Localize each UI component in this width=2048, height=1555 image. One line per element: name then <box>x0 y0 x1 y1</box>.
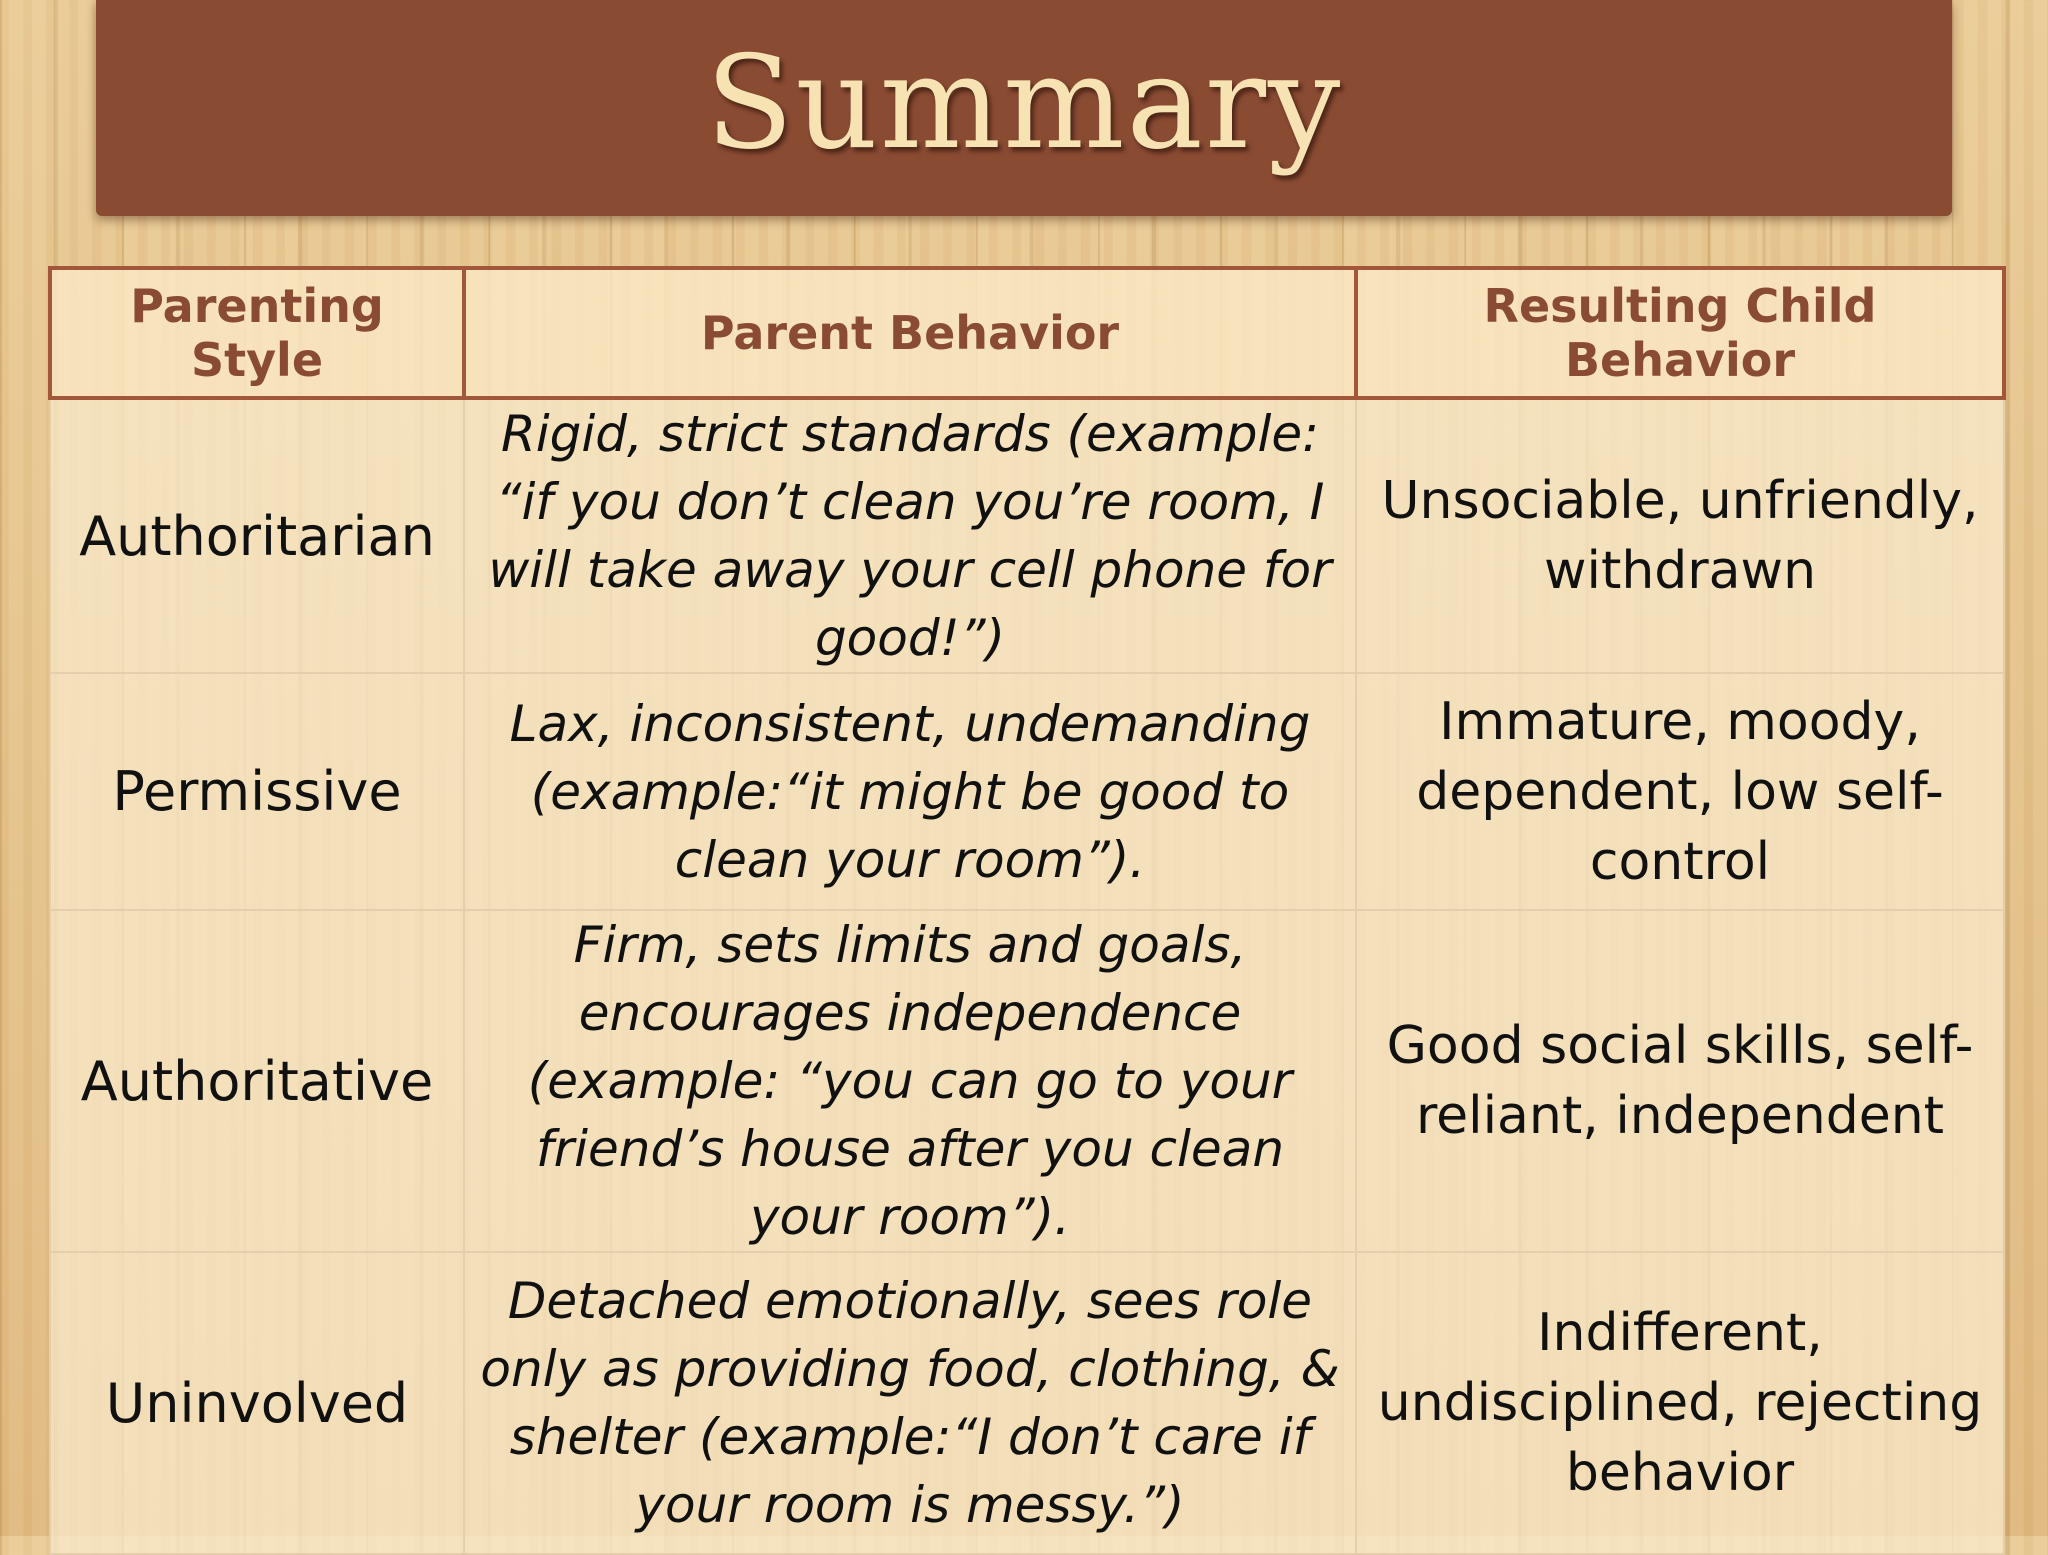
style-cell: Uninvolved <box>50 1252 464 1554</box>
summary-table <box>48 266 2006 1555</box>
style-cell: Permissive <box>50 673 464 910</box>
behavior-cell: Detached emotionally, sees role only as providing food, clothing, & shelter (example:“I don’t care if your room is messy.”) <box>464 1252 1356 1554</box>
title-banner <box>96 0 1952 216</box>
result-cell: Immature, moody, dependent, low self-control <box>1356 673 2004 910</box>
header-parent-behavior: Parent Behavior <box>464 268 1356 398</box>
page-title: Summary <box>705 28 1343 178</box>
result-cell: Unsociable, unfriendly, withdrawn <box>1356 398 2004 673</box>
behavior-cell: Lax, inconsistent, undemanding (example:“it might be good to clean your room”). <box>464 673 1356 910</box>
style-cell: Authoritarian <box>50 398 464 673</box>
header-parenting-style: Parenting Style <box>50 268 464 398</box>
table-row <box>50 910 2004 1252</box>
behavior-cell: Firm, sets limits and goals, encourages independence (example: “you can go to your friend’s house after you clean your room”). <box>464 910 1356 1252</box>
table-header-row <box>50 268 2004 398</box>
result-cell: Indifferent, undisciplined, rejecting behavior <box>1356 1252 2004 1554</box>
table-row <box>50 398 2004 673</box>
table-row <box>50 673 2004 910</box>
behavior-cell: Rigid, strict standards (example: “if you don’t clean you’re room, I will take away your cell phone for good!”) <box>464 398 1356 673</box>
header-child-behavior: Resulting Child Behavior <box>1356 268 2004 398</box>
style-cell: Authoritative <box>50 910 464 1252</box>
table-row <box>50 1252 2004 1554</box>
result-cell: Good social skills, self-reliant, independent <box>1356 910 2004 1252</box>
